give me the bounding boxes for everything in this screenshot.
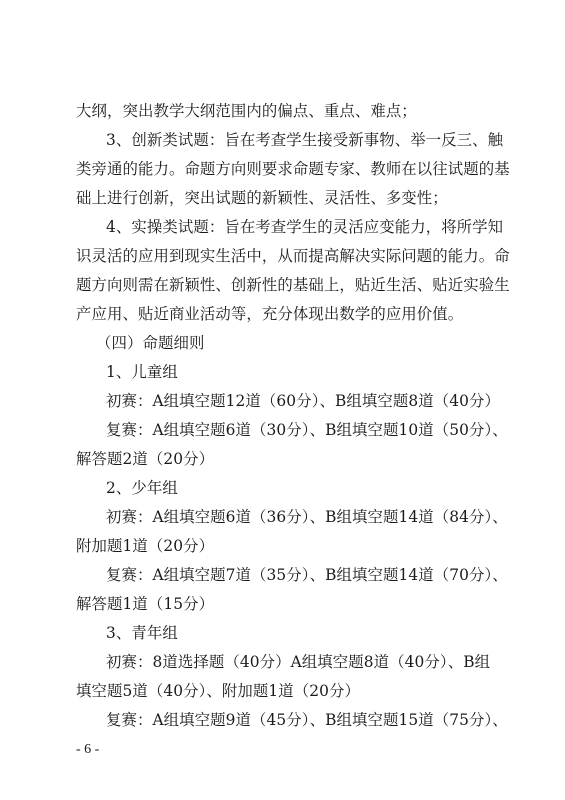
page-number: - 6 - — [76, 742, 100, 757]
text-line-12: 复赛：A组填空题6道（30分）、B组填空题10道（50分）、 — [106, 421, 508, 439]
text-line-16: 附加题1道（20分） — [76, 537, 215, 555]
text-line-3: 类旁通的能力。命题方向则要求命题专家、教师在以往试题的基 — [76, 160, 510, 178]
text-line-22: 复赛：A组填空题9道（45分）、B组填空题15道（75分）、 — [106, 711, 508, 729]
text-line-8: 产应用、贴近商业活动等，充分体现出数学的应用价值。 — [76, 305, 464, 323]
text-line-17: 复赛：A组填空题7道（35分）、B组填空题14道（70分）、 — [106, 566, 508, 584]
section-heading: （四）命题细则 — [96, 334, 205, 352]
text-line-13: 解答题2道（20分） — [76, 450, 215, 468]
text-line-20: 初赛：8道选择题（40分）A组填空题8道（40分）、B组 — [106, 653, 491, 671]
text-line-1: 大纲，突出教学大纲范围内的偏点、重点、难点； — [76, 102, 417, 120]
text-line-5: 4、实操类试题：旨在考查学生的灵活应变能力，将所学知 — [106, 218, 504, 236]
text-line-7: 题方向则需在新颖性、创新性的基础上，贴近生活、贴近实验生 — [76, 276, 510, 294]
text-line-6: 识灵活的应用到现实生活中，从而提高解决实际问题的能力。命 — [76, 247, 510, 265]
text-line-18: 解答题1道（15分） — [76, 595, 215, 613]
text-line-21: 填空题5道（40分）、附加题1道（20分） — [76, 682, 361, 700]
subsection-heading-youth: 3、青年组 — [106, 624, 178, 642]
text-line-11: 初赛：A组填空题12道（60分）、B组填空题8道（40分） — [106, 392, 500, 410]
text-line-4: 础上进行创新，突出试题的新颖性、灵活性、多变性； — [76, 189, 448, 207]
text-line-15: 初赛：A组填空题6道（36分）、B组填空题14道（84分）、 — [106, 508, 508, 526]
text-line-2: 3、创新类试题：旨在考查学生接受新事物、举一反三、触 — [106, 131, 504, 149]
subsection-heading-juvenile: 2、少年组 — [106, 479, 178, 497]
subsection-heading-children: 1、儿童组 — [106, 363, 178, 381]
